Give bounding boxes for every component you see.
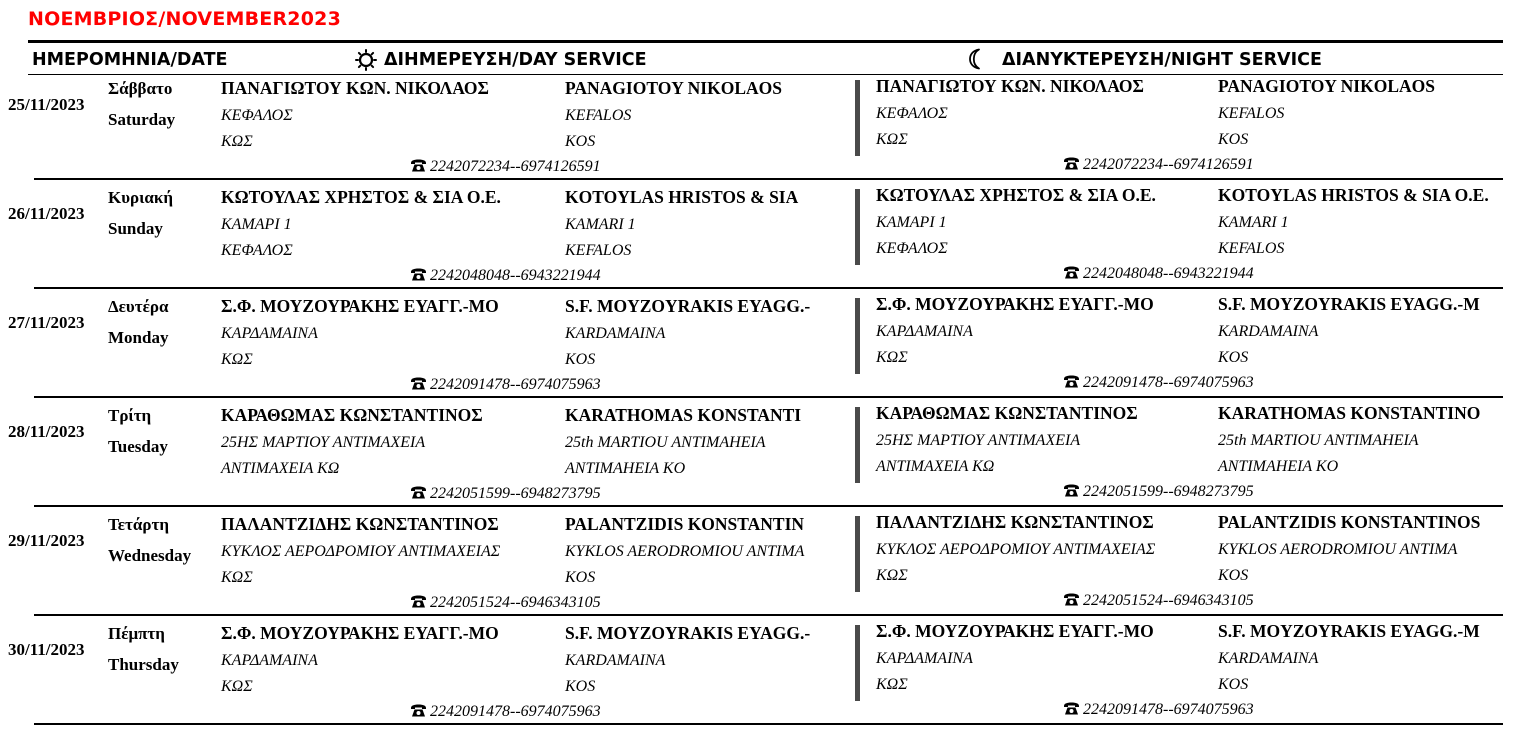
night-address-line1-en: 25th MARTIOU ANTIMAHEIA	[1218, 432, 1419, 449]
row-weekday-en: Thursday	[108, 655, 179, 674]
phone-icon	[410, 595, 427, 608]
header-date: ΗΜΕΡΟΜΗΝΙΑ/DATE	[32, 50, 228, 70]
night-address-line2-gr: ΑΝΤΙΜΑΧΕΙΑ ΚΩ	[876, 458, 995, 475]
night-address-line1-en: KEFALOS	[1218, 105, 1285, 122]
table-row	[0, 403, 1528, 515]
day-phone	[410, 268, 601, 284]
row-separator	[34, 505, 1503, 507]
day-pharmacy-name-en: PANAGIOTOY NIKOLAOS	[565, 78, 782, 98]
row-date: 28/11/2023	[8, 422, 85, 441]
moon-icon	[968, 48, 984, 70]
day-address-line1-en: KARDAMAINA	[565, 652, 666, 669]
night-pharmacy-name-en: KOTOYLAS HRISTOS & SIA O.E.	[1218, 185, 1489, 205]
top-rule	[28, 40, 1503, 43]
day-pharmacy-name-gr: ΚΩΤΟΥΛΑΣ ΧΡΗΣΤΟΣ & ΣΙΑ Ο.Ε.	[221, 187, 501, 207]
day-pharmacy-name-gr: ΚΑΡΑΘΩΜΑΣ ΚΩΝΣΤΑΝΤΙΝΟΣ	[221, 405, 483, 425]
row-date: 25/11/2023	[8, 95, 85, 114]
day-phone-number: 2242051599--6948273795	[430, 485, 601, 502]
night-pharmacy-name-en: S.F. MOYZOYRAKIS EYAGG.-M	[1218, 294, 1480, 314]
table-row	[0, 185, 1528, 297]
table-row	[0, 512, 1528, 624]
night-address-line1-en: KARDAMAINA	[1218, 323, 1319, 340]
day-address-line2-gr: ΚΩΣ	[221, 351, 253, 368]
day-address-line1-en: 25th MARTIOU ANTIMAHEIA	[565, 434, 766, 451]
night-pharmacy-name-gr: ΚΑΡΑΘΩΜΑΣ ΚΩΝΣΤΑΝΤΙΝΟΣ	[876, 403, 1138, 423]
night-pharmacy-name-gr: Σ.Φ. ΜΟΥΖΟΥΡΑΚΗΣ ΕΥΑΓΓ.-ΜΟ	[876, 621, 1154, 641]
night-address-line1-gr: ΚΑΡΔΑΜΑΙΝΑ	[876, 650, 973, 667]
row-date: 30/11/2023	[8, 640, 85, 659]
night-address-line2-en: KOS	[1218, 349, 1249, 366]
day-pharmacy-name-en: PALANTZIDIS KONSTANTIN	[565, 514, 805, 534]
phone-icon	[1063, 484, 1080, 497]
night-pharmacy-name-en: PANAGIOTOY NIKOLAOS	[1218, 76, 1435, 96]
day-phone	[410, 595, 601, 611]
column-divider	[855, 516, 860, 592]
row-separator	[34, 723, 1503, 725]
day-address-line2-gr: ΚΩΣ	[221, 133, 253, 150]
night-address-line2-gr: ΚΩΣ	[876, 676, 908, 693]
day-pharmacy-name-gr: ΠΑΛΑΝΤΖΙΔΗΣ ΚΩΝΣΤΑΝΤΙΝΟΣ	[221, 514, 499, 534]
day-pharmacy-name-en: KOTOYLAS HRISTOS & SIA	[565, 187, 799, 207]
row-separator	[34, 614, 1503, 616]
phone-icon	[1063, 157, 1080, 170]
night-phone	[1063, 375, 1254, 391]
night-phone-number: 2242091478--6974075963	[1083, 701, 1254, 718]
night-address-line2-en: ANTIMAHEIA KO	[1218, 458, 1339, 475]
day-phone	[410, 159, 601, 175]
night-address-line2-en: KOS	[1218, 567, 1249, 584]
night-pharmacy-name-gr: ΚΩΤΟΥΛΑΣ ΧΡΗΣΤΟΣ & ΣΙΑ Ο.Ε.	[876, 185, 1156, 205]
day-phone	[410, 704, 601, 720]
day-phone-number: 2242091478--6974075963	[430, 376, 601, 393]
phone-icon	[1063, 266, 1080, 279]
column-divider	[855, 298, 860, 374]
header-rule	[28, 74, 1503, 75]
day-pharmacy-name-en: S.F. MOYZOYRAKIS EYAGG.-	[565, 623, 811, 643]
night-address-line1-gr: ΚΥΚΛΟΣ ΑΕΡΟΔΡΟΜΙΟΥ ΑΝΤΙΜΑΧΕΙΑΣ	[876, 541, 1156, 558]
day-phone	[410, 377, 601, 393]
row-weekday-gr: Σάββατο	[108, 79, 173, 98]
row-weekday-en: Saturday	[108, 110, 176, 129]
day-address-line2-gr: ΚΩΣ	[221, 678, 253, 695]
night-address-line2-en: KOS	[1218, 131, 1249, 148]
night-phone-number: 2242048048--6943221944	[1083, 265, 1254, 282]
row-weekday-gr: Κυριακή	[108, 188, 173, 207]
night-phone-number: 2242051599--6948273795	[1083, 483, 1254, 500]
column-divider	[855, 189, 860, 265]
row-weekday-en: Monday	[108, 328, 169, 347]
night-phone	[1063, 484, 1254, 500]
night-phone-number: 2242072234--6974126591	[1083, 156, 1254, 173]
phone-icon	[410, 486, 427, 499]
night-address-line2-gr: ΚΩΣ	[876, 567, 908, 584]
row-weekday-en: Sunday	[108, 219, 163, 238]
day-phone-number: 2242048048--6943221944	[430, 267, 601, 284]
day-pharmacy-name-gr: Σ.Φ. ΜΟΥΖΟΥΡΑΚΗΣ ΕΥΑΓΓ.-ΜΟ	[221, 296, 499, 316]
day-phone-number: 2242091478--6974075963	[430, 703, 601, 720]
night-address-line1-en: KYKLOS AERODROMIOU ANTIMA	[1218, 541, 1458, 558]
day-pharmacy-name-en: KARATHOMAS KONSTANTI	[565, 405, 802, 425]
day-address-line1-en: KEFALOS	[565, 107, 632, 124]
night-address-line2-gr: ΚΕΦΑΛΟΣ	[876, 240, 948, 257]
column-divider	[855, 625, 860, 701]
row-separator	[34, 287, 1503, 289]
day-address-line1-gr: 25ΗΣ ΜΑΡΤΙΟΥ ΑΝΤΙΜΑΧΕΙΑ	[221, 434, 426, 451]
row-separator	[34, 178, 1503, 180]
row-date: 26/11/2023	[8, 204, 85, 223]
night-phone	[1063, 157, 1254, 173]
table-row	[0, 294, 1528, 406]
night-pharmacy-name-en: S.F. MOYZOYRAKIS EYAGG.-M	[1218, 621, 1480, 641]
day-phone-number: 2242072234--6974126591	[430, 158, 601, 175]
night-pharmacy-name-en: KARATHOMAS KONSTANTINO	[1218, 403, 1481, 423]
row-separator	[34, 396, 1503, 398]
day-phone	[410, 486, 601, 502]
day-address-line2-gr: ΑΝΤΙΜΑΧΕΙΑ ΚΩ	[221, 460, 340, 477]
night-pharmacy-name-gr: Σ.Φ. ΜΟΥΖΟΥΡΑΚΗΣ ΕΥΑΓΓ.-ΜΟ	[876, 294, 1154, 314]
night-address-line1-gr: ΚΕΦΑΛΟΣ	[876, 105, 948, 122]
day-address-line2-en: ANTIMAHEIA KO	[565, 460, 686, 477]
page-title: ΝΟΕΜΒΡΙΟΣ/NOVEMBER2023	[28, 8, 341, 30]
row-weekday-gr: Πέμπτη	[108, 624, 165, 643]
day-phone-number: 2242051524--6946343105	[430, 594, 601, 611]
header-night-service: ΔΙΑΝΥΚΤΕΡΕΥΣΗ/NIGHT SERVICE	[1002, 50, 1322, 70]
day-address-line2-en: KOS	[565, 133, 596, 150]
night-phone-number: 2242051524--6946343105	[1083, 592, 1254, 609]
night-phone	[1063, 266, 1254, 282]
phone-icon	[410, 159, 427, 172]
header-day-service: ΔΙΗΜΕΡΕΥΣΗ/DAY SERVICE	[384, 50, 647, 70]
night-phone	[1063, 593, 1254, 609]
day-address-line1-gr: ΚΕΦΑΛΟΣ	[221, 107, 293, 124]
day-address-line2-en: KOS	[565, 351, 596, 368]
night-address-line2-gr: ΚΩΣ	[876, 131, 908, 148]
night-address-line2-en: KOS	[1218, 676, 1249, 693]
day-address-line1-gr: ΚΑΡΔΑΜΑΙΝΑ	[221, 652, 318, 669]
night-address-line1-gr: ΚΑΜΑΡΙ 1	[876, 214, 947, 231]
row-weekday-gr: Τετάρτη	[108, 515, 169, 534]
column-divider	[855, 407, 860, 483]
day-pharmacy-name-gr: ΠΑΝΑΓΙΩΤΟΥ ΚΩΝ. ΝΙΚΟΛΑΟΣ	[221, 78, 489, 98]
table-row	[0, 621, 1528, 733]
day-address-line1-en: KARDAMAINA	[565, 325, 666, 342]
row-date: 29/11/2023	[8, 531, 85, 550]
day-pharmacy-name-gr: Σ.Φ. ΜΟΥΖΟΥΡΑΚΗΣ ΕΥΑΓΓ.-ΜΟ	[221, 623, 499, 643]
table-row	[0, 76, 1528, 188]
row-weekday-gr: Τρίτη	[108, 406, 152, 425]
night-phone	[1063, 702, 1254, 718]
column-divider	[855, 80, 860, 156]
night-address-line1-gr: 25ΗΣ ΜΑΡΤΙΟΥ ΑΝΤΙΜΑΧΕΙΑ	[876, 432, 1081, 449]
night-address-line1-en: KARDAMAINA	[1218, 650, 1319, 667]
night-phone-number: 2242091478--6974075963	[1083, 374, 1254, 391]
night-pharmacy-name-gr: ΠΑΛΑΝΤΖΙΔΗΣ ΚΩΝΣΤΑΝΤΙΝΟΣ	[876, 512, 1154, 532]
day-address-line2-gr: ΚΕΦΑΛΟΣ	[221, 242, 293, 259]
phone-icon	[410, 268, 427, 281]
day-address-line1-en: KYKLOS AERODROMIOU ANTIMA	[565, 543, 805, 560]
phone-icon	[410, 704, 427, 717]
day-address-line2-en: KEFALOS	[565, 242, 632, 259]
row-weekday-en: Tuesday	[108, 437, 168, 456]
phone-icon	[1063, 702, 1080, 715]
day-address-line2-en: KOS	[565, 678, 596, 695]
phone-icon	[1063, 375, 1080, 388]
day-address-line2-gr: ΚΩΣ	[221, 569, 253, 586]
day-address-line1-gr: ΚΥΚΛΟΣ ΑΕΡΟΔΡΟΜΙΟΥ ΑΝΤΙΜΑΧΕΙΑΣ	[221, 543, 501, 560]
sun-icon	[355, 49, 377, 71]
table-header	[0, 50, 1528, 70]
day-address-line1-gr: ΚΑΡΔΑΜΑΙΝΑ	[221, 325, 318, 342]
row-weekday-en: Wednesday	[108, 546, 192, 565]
night-pharmacy-name-en: PALANTZIDIS KONSTANTINOS	[1218, 512, 1481, 532]
day-address-line1-gr: ΚΑΜΑΡΙ 1	[221, 216, 292, 233]
row-date: 27/11/2023	[8, 313, 85, 332]
night-address-line2-gr: ΚΩΣ	[876, 349, 908, 366]
day-address-line1-en: KAMARI 1	[565, 216, 636, 233]
phone-icon	[410, 377, 427, 390]
night-address-line1-en: KAMARI 1	[1218, 214, 1289, 231]
night-address-line2-en: KEFALOS	[1218, 240, 1285, 257]
row-weekday-gr: Δευτέρα	[108, 297, 169, 316]
day-address-line2-en: KOS	[565, 569, 596, 586]
night-address-line1-gr: ΚΑΡΔΑΜΑΙΝΑ	[876, 323, 973, 340]
day-pharmacy-name-en: S.F. MOYZOYRAKIS EYAGG.-	[565, 296, 811, 316]
night-pharmacy-name-gr: ΠΑΝΑΓΙΩΤΟΥ ΚΩΝ. ΝΙΚΟΛΑΟΣ	[876, 76, 1144, 96]
phone-icon	[1063, 593, 1080, 606]
